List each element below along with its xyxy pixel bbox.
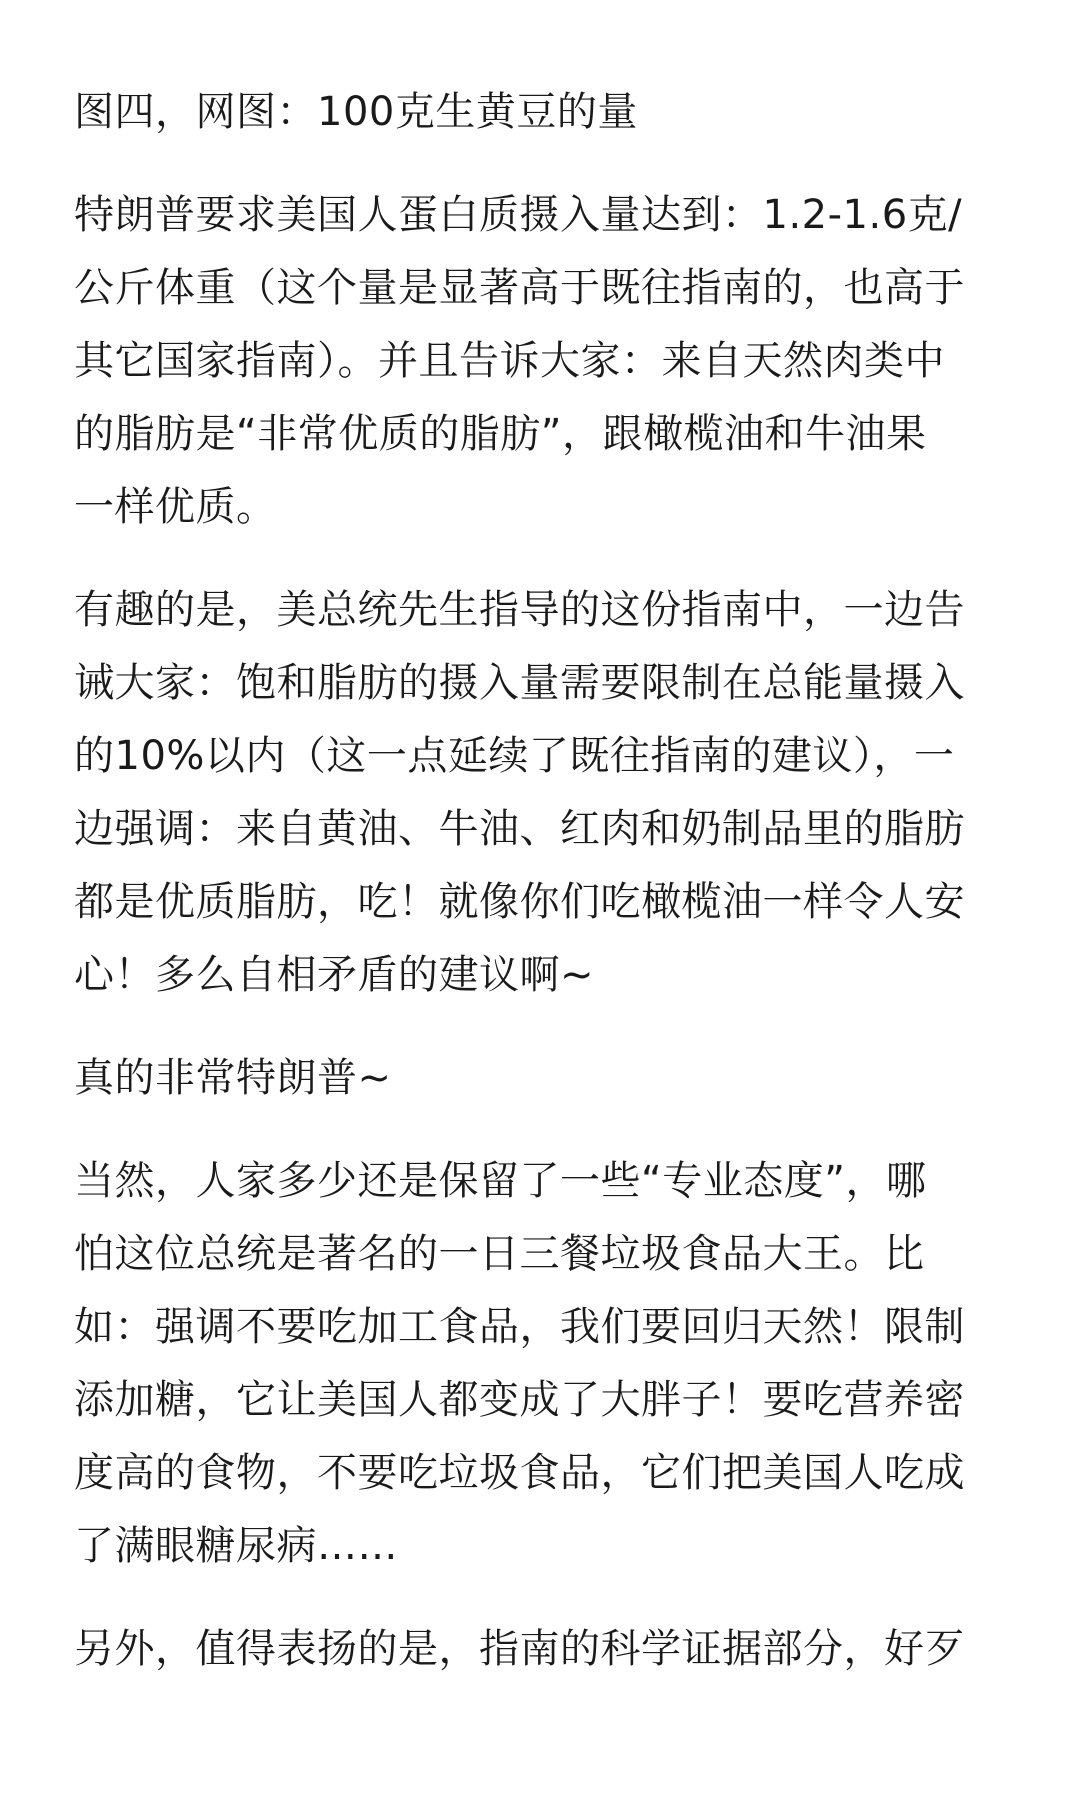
text-line: 真的非常特朗普~ [74, 1055, 392, 1101]
article-body [74, 76, 1014, 1716]
text-line: 的10%以内（这一点延续了既往指南的建议），一 [74, 733, 955, 779]
paragraph-professional-attitude [74, 1145, 1014, 1583]
paragraph-saturated-fat [74, 574, 1014, 1012]
paragraph-remark [74, 1042, 1014, 1115]
text-line: 公斤体重（这个量是显著高于既往指南的，也高于 [74, 265, 965, 311]
paragraph-protein-intake [74, 179, 1014, 544]
paragraph-figure-caption [74, 76, 1014, 149]
text-line: 都是优质脂肪，吃！就像你们吃橄榄油一样令人安 [74, 879, 965, 925]
text-line: 怕这位总统是著名的一日三餐垃圾食品大王。比 [74, 1231, 925, 1277]
text-line: 当然，人家多少还是保留了一些“专业态度”，哪 [74, 1158, 927, 1204]
text-line: 一样优质。 [74, 484, 277, 530]
text-line: 度高的食物，不要吃垃圾食品，它们把美国人吃成 [74, 1450, 965, 1496]
text-line: 另外，值得表扬的是，指南的科学证据部分，好歹 [74, 1626, 965, 1672]
text-line: 其它国家指南）。并且告诉大家：来自天然肉类中 [74, 338, 945, 384]
text-line: 特朗普要求美国人蛋白质摄入量达到：1.2-1.6克/ [74, 192, 963, 238]
text-line: 图四，网图：100克生黄豆的量 [74, 89, 638, 135]
text-line: 心！多么自相矛盾的建议啊~ [74, 952, 595, 998]
text-line: 了满眼糖尿病…… [74, 1523, 398, 1569]
text-line: 添加糖，它让美国人都变成了大胖子！要吃营养密 [74, 1377, 965, 1423]
text-line: 的脂肪是“非常优质的脂肪”，跟橄榄油和牛油果 [74, 411, 927, 457]
text-line: 有趣的是，美总统先生指导的这份指南中，一边告 [74, 587, 965, 633]
text-line: 如：强调不要吃加工食品，我们要回归天然！限制 [74, 1304, 965, 1350]
text-line: 边强调：来自黄油、牛油、红肉和奶制品里的脂肪 [74, 806, 965, 852]
paragraph-scientific-evidence [74, 1613, 1014, 1686]
text-line: 诫大家：饱和脂肪的摄入量需要限制在总能量摄入 [74, 660, 965, 706]
